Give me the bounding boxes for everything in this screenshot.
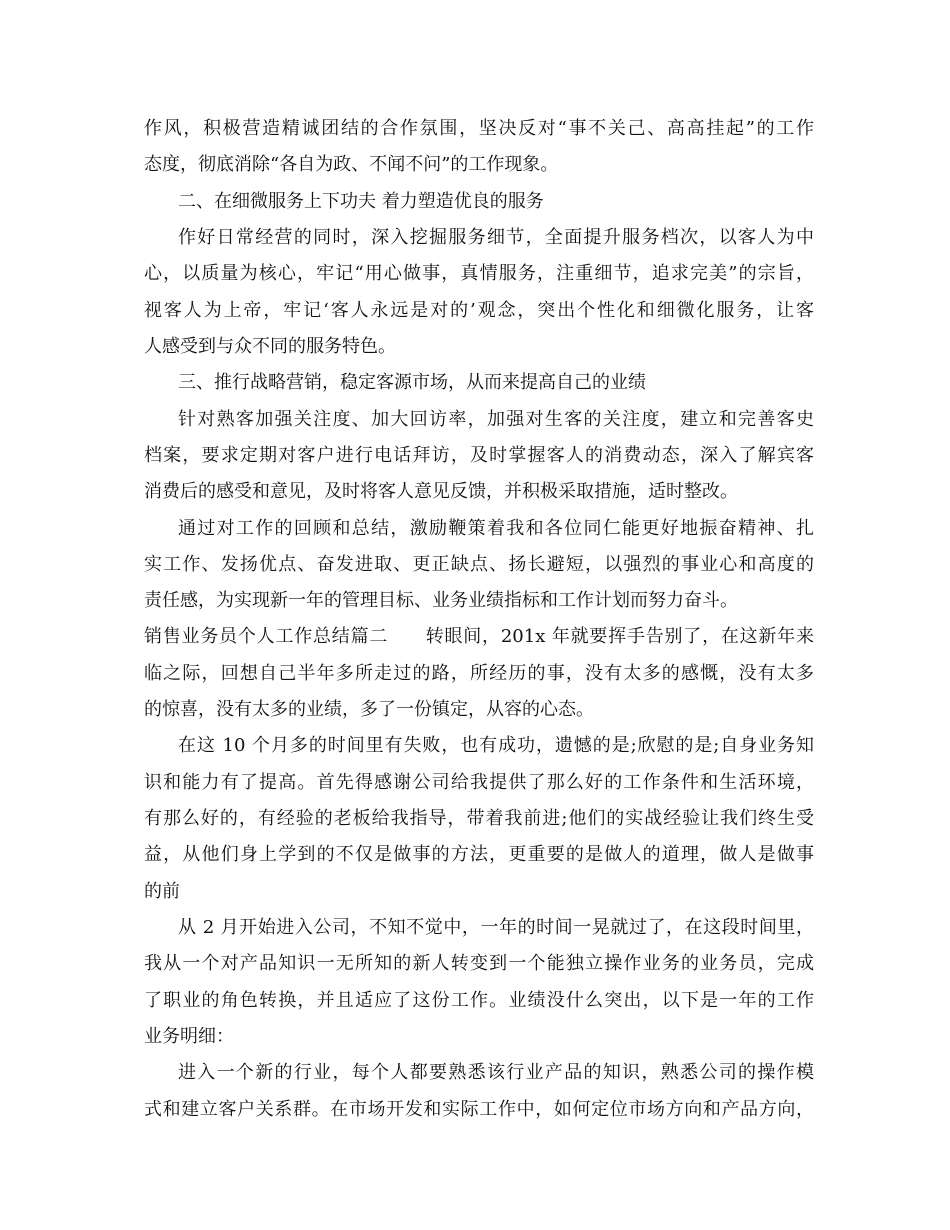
text-line: 实工作、发扬优点、奋发进取、更正缺点、扬长避短，以强烈的事业心和高度的: [144, 554, 814, 575]
text-line: 消费后的感受和意见，及时将客人意见反馈，并积极采取措施，适时整改。: [144, 481, 738, 502]
text-line: 作好日常经营的同时，深入挖掘服务细节，全面提升服务档次，以客人为中: [178, 227, 814, 248]
text-line: 通过对工作的回顾和总结，激励鞭策着我和各位同仁能更好地振奋精神、扎: [178, 518, 814, 539]
text-line: 的惊喜，没有太多的业绩，多了一份镇定，从容的心态。: [144, 699, 594, 720]
text-line: 益，从他们身上学到的不仅是做事的方法，更重要的是做人的道理，做人是做事: [144, 844, 814, 865]
text-line: 责任感，为实现新一年的管理目标、业务业绩指标和工作计划而努力奋斗。: [144, 590, 738, 611]
text-line: 作风，积极营造精诚团结的合作氛围，坚决反对“事不关己、高高挂起”的工作: [144, 118, 814, 139]
section-heading: 三、推行战略营销，稳定客源市场，从而来提高自己的业绩: [178, 372, 646, 393]
text-line: 销售业务员个人工作总结篇二 转眼间，201x 年就要挥手告别了，在这新年来: [144, 626, 814, 647]
text-line: 态度，彻底消除“各自为政、不闻不问”的工作现象。: [144, 154, 559, 175]
text-line: 的前: [144, 881, 180, 902]
text-line: 针对熟客加强关注度、加大回访率，加强对生客的关注度，建立和完善客史: [178, 409, 814, 430]
text-line: 有那么好的，有经验的老板给我指导，带着我前进;他们的实战经验让我们终生受: [144, 808, 814, 829]
text-line: 进入一个新的行业，每个人都要熟悉该行业产品的知识，熟悉公司的操作模: [178, 1062, 814, 1083]
text-line: 心，以质量为核心，牢记“用心做事，真情服务，注重细节，追求完美”的宗旨，: [144, 263, 814, 284]
text-line: 从 2 月开始进入公司，不知不觉中，一年的时间一晃就过了，在这段时间里，: [178, 917, 814, 938]
text-line: 式和建立客户关系群。在市场开发和实际工作中，如何定位市场方向和产品方向，: [144, 1099, 814, 1120]
text-line: 档案，要求定期对客户进行电话拜访，及时掌握客人的消费动态，深入了解宾客: [144, 445, 814, 466]
section-heading: 二、在细微服务上下功夫 着力塑造优良的服务: [178, 191, 544, 212]
text-line: 业务明细：: [144, 1026, 234, 1047]
text-line: 临之际，回想自己半年多所走过的路，所经历的事，没有太多的感慨，没有太多: [144, 663, 814, 684]
text-line: 我从一个对产品知识一无所知的新人转变到一个能独立操作业务的业务员，完成: [144, 953, 814, 974]
text-line: 在这 10 个月多的时间里有失败，也有成功，遗憾的是;欣慰的是;自身业务知: [178, 735, 814, 756]
text-line: 了职业的角色转换，并且适应了这份工作。业绩没什么突出，以下是一年的工作: [144, 990, 814, 1011]
text-line: 人感受到与众不同的服务特色。: [144, 336, 396, 357]
text-line: 识和能力有了提高。首先得感谢公司给我提供了那么好的工作条件和生活环境，: [144, 772, 814, 793]
text-line: 视客人为上帝，牢记‘客人永远是对的’观念，突出个性化和细微化服务，让客: [144, 300, 814, 321]
